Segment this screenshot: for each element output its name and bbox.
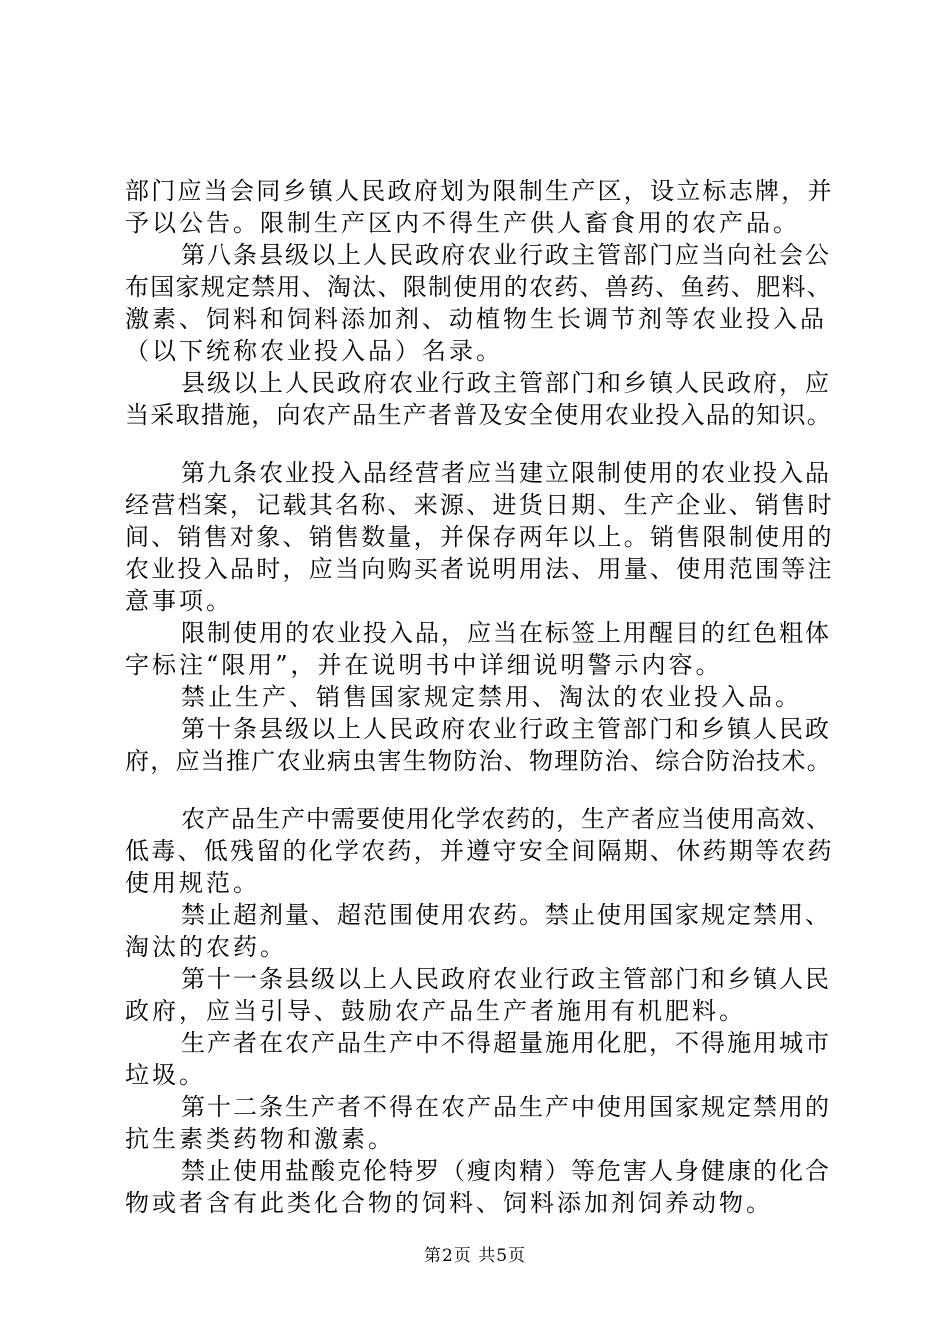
text-line: 经营档案，记载其名称、来源、进货日期、生产企业、销售时 bbox=[125, 491, 834, 519]
text-line: 府，应当推广农业病虫害生物防治、物理防治、综合防治技术。 bbox=[125, 747, 832, 775]
text-line: 第八条县级以上人民政府农业行政主管部门应当向社会公 bbox=[181, 241, 831, 269]
text-line: 意事项。 bbox=[125, 587, 233, 615]
text-line: 限制使用的农业投入品，应当在标签上用醒目的红色粗体 bbox=[181, 619, 831, 647]
text-line: 禁止超剂量、超范围使用农药。禁止使用国家规定禁用、 bbox=[181, 901, 831, 929]
text-line: 第十条县级以上人民政府农业行政主管部门和乡镇人民政 bbox=[181, 715, 831, 743]
text-line: 低毒、低残留的化学农药，并遵守安全间隔期、休药期等农药 bbox=[125, 837, 834, 865]
text-line: 字标注“限用”，并在说明书中详细说明警示内容。 bbox=[125, 651, 723, 679]
page-footer: 第2页 共5页 bbox=[423, 1246, 527, 1266]
text-line: 当采取措施，向农产品生产者普及安全使用农业投入品的知识。 bbox=[125, 401, 832, 429]
text-line: 激素、饲料和饲料添加剂、动植物生长调节剂等农业投入品 bbox=[125, 305, 827, 333]
text-line: 农业投入品时，应当向购买者说明用法、用量、使用范围等注 bbox=[125, 555, 834, 583]
text-line: （以下统称农业投入品）名录。 bbox=[125, 337, 503, 365]
text-line: 使用规范。 bbox=[125, 869, 260, 897]
text-line: 淘汰的农药。 bbox=[125, 933, 287, 961]
text-line: 布国家规定禁用、淘汰、限制使用的农药、兽药、鱼药、肥料、 bbox=[125, 273, 832, 301]
text-line: 县级以上人民政府农业行政主管部门和乡镇人民政府，应 bbox=[181, 369, 831, 397]
text-line: 物或者含有此类化合物的饲料、饲料添加剂饲养动物。 bbox=[125, 1189, 773, 1217]
text-line: 禁止使用盐酸克伦特罗（瘦肉精）等危害人身健康的化合 bbox=[181, 1157, 831, 1185]
text-line: 农产品生产中需要使用化学农药的，生产者应当使用高效、 bbox=[181, 805, 831, 833]
text-line: 第十二条生产者不得在农产品生产中使用国家规定禁用的 bbox=[181, 1093, 831, 1121]
text-line: 第九条农业投入品经营者应当建立限制使用的农业投入品 bbox=[181, 459, 831, 487]
text-line: 抗生素类药物和激素。 bbox=[125, 1125, 395, 1153]
text-line: 政府，应当引导、鼓励农产品生产者施用有机肥料。 bbox=[125, 997, 746, 1025]
text-line: 第十一条县级以上人民政府农业行政主管部门和乡镇人民 bbox=[181, 965, 831, 993]
text-line: 生产者在农产品生产中不得超量施用化肥，不得施用城市 bbox=[181, 1029, 831, 1057]
text-line: 垃圾。 bbox=[125, 1061, 206, 1089]
text-line: 部门应当会同乡镇人民政府划为限制生产区，设立标志牌，并 bbox=[125, 177, 834, 205]
text-line: 禁止生产、销售国家规定禁用、淘汰的农业投入品。 bbox=[181, 683, 802, 711]
text-line: 予以公告。限制生产区内不得生产供人畜食用的农产品。 bbox=[125, 209, 800, 237]
text-line: 间、销售对象、销售数量，并保存两年以上。销售限制使用的 bbox=[125, 523, 834, 551]
